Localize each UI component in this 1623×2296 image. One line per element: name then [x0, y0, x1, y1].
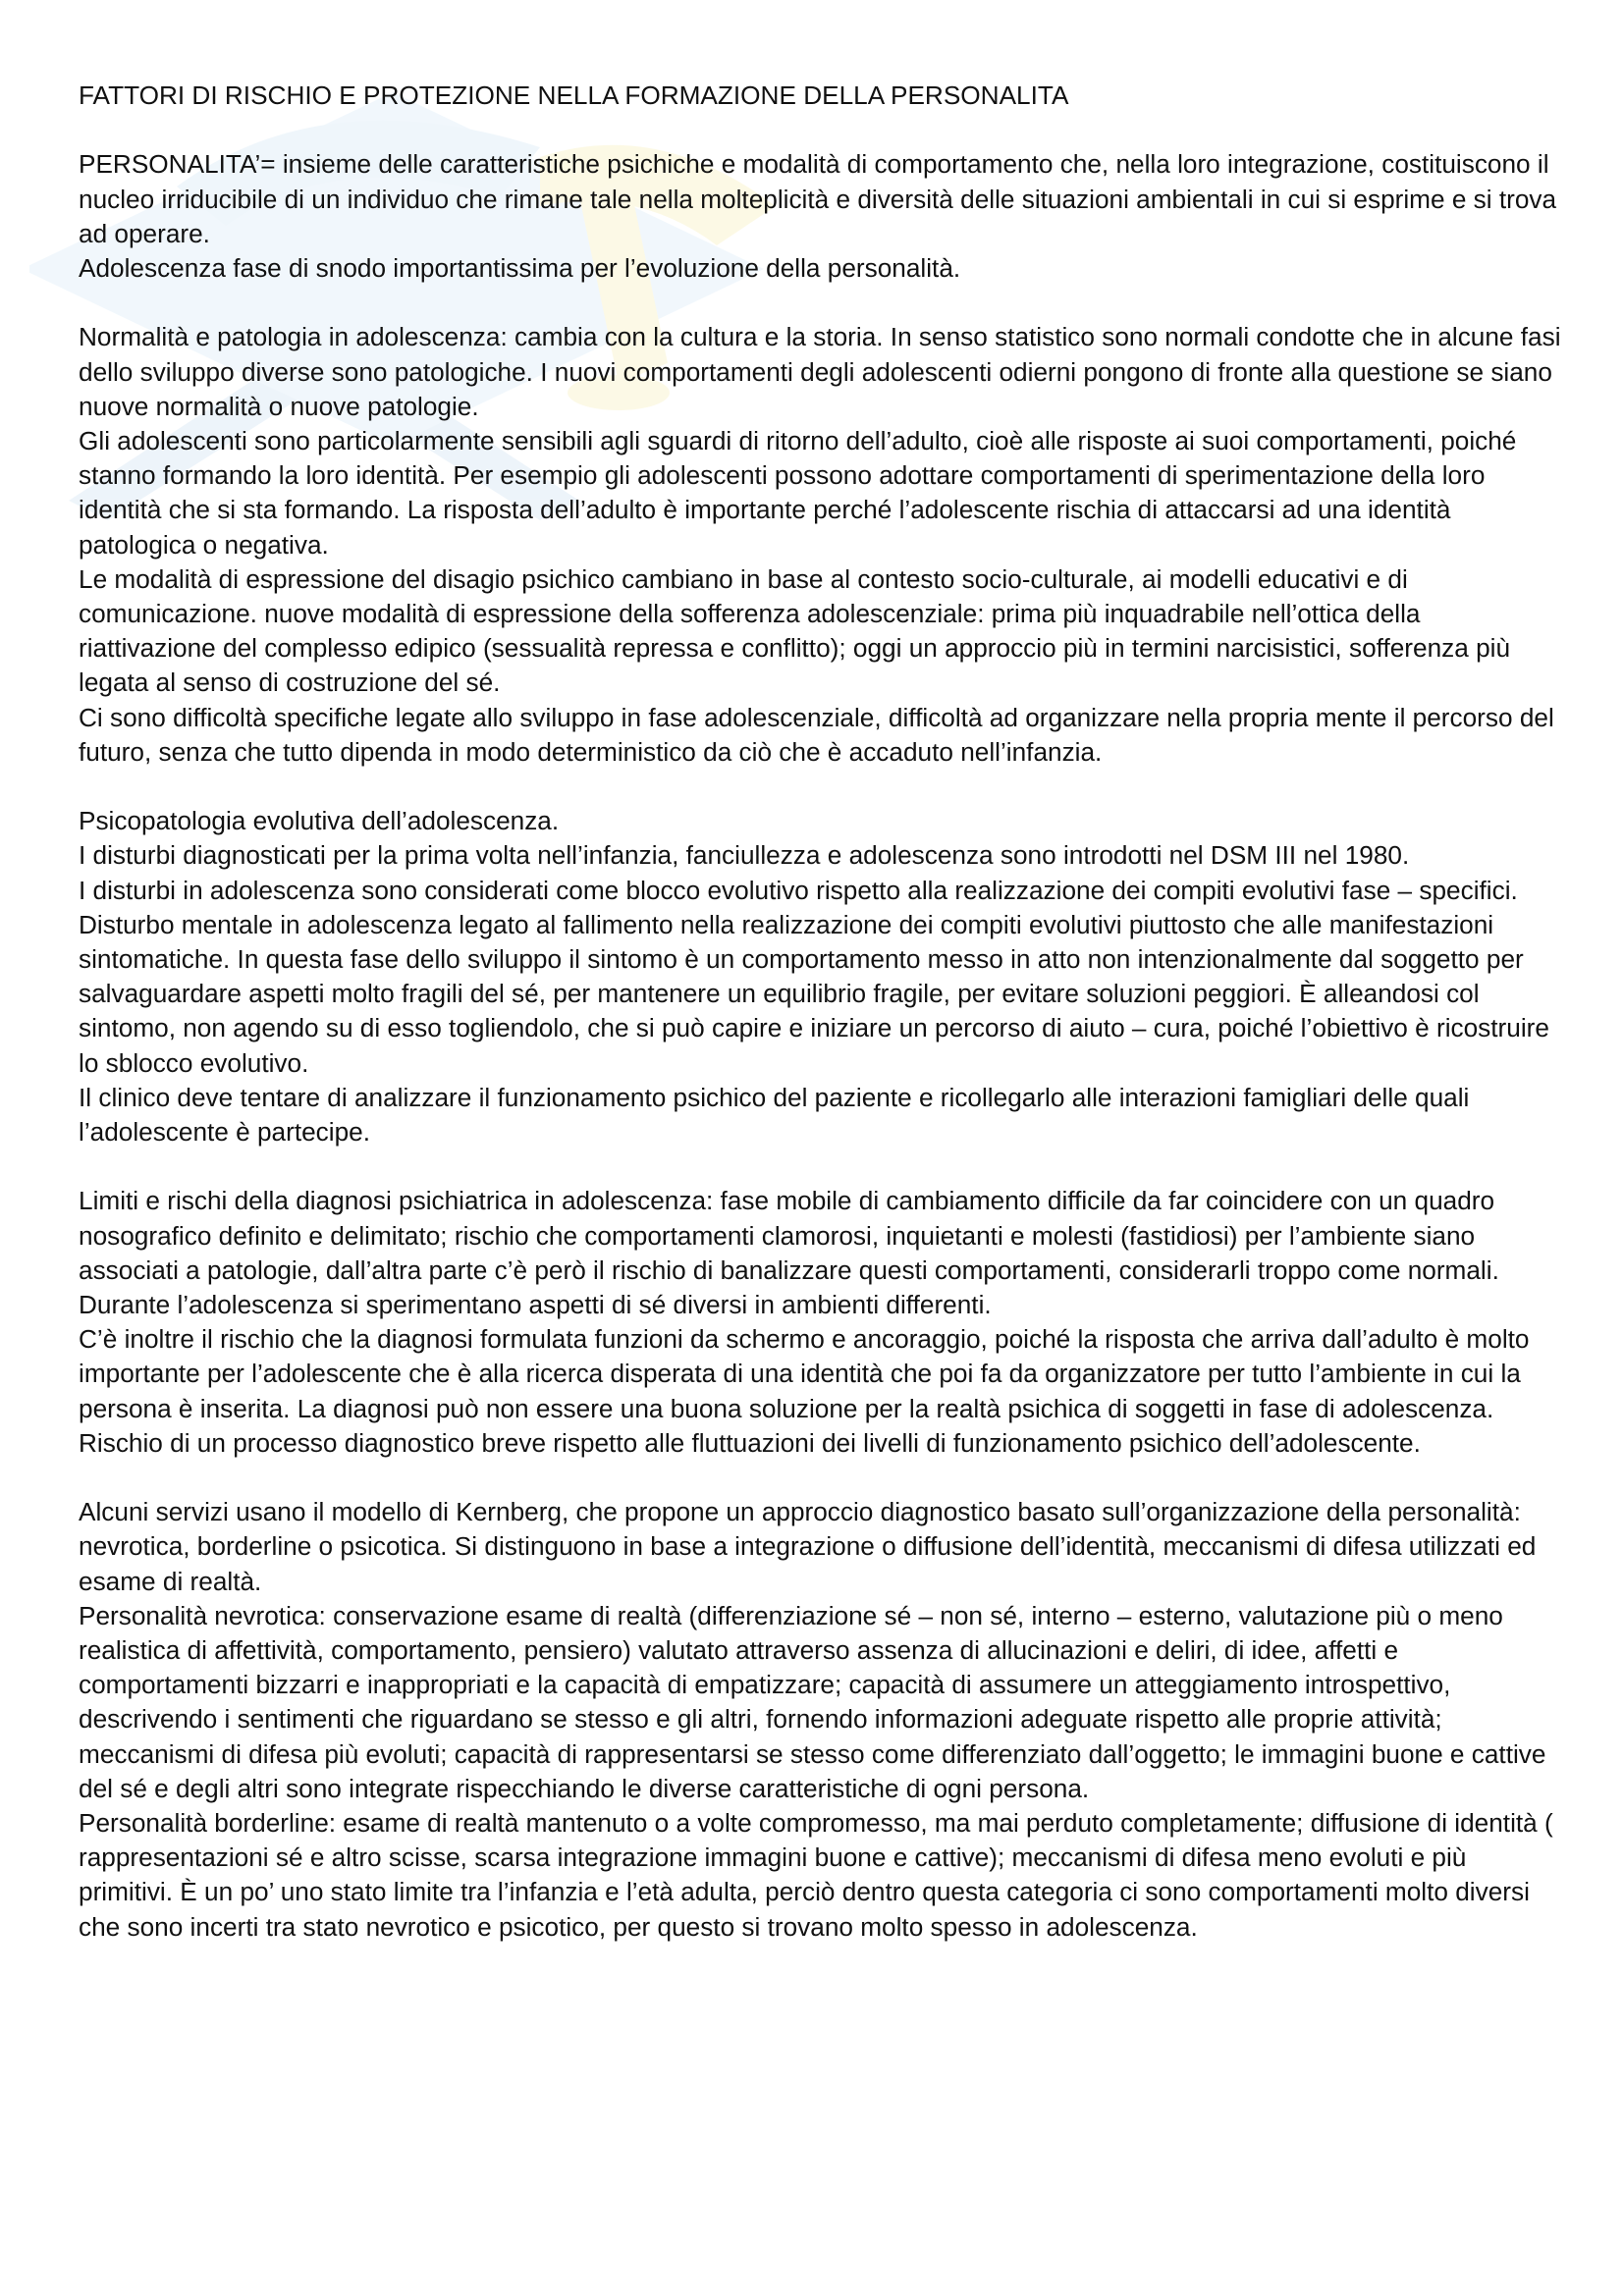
paragraph: Normalità e patologia in adolescenza: cambia con la cultura e la storia. In senso statistico sono normali condotte che in alcune fasi dello sviluppo diverse sono patologiche. I nuovi comportamenti degli adolescenti odierni pongono di fronte alla questione se siano nuove normalità o nuove patologie.	[79, 322, 1561, 421]
section-gap	[79, 1149, 1561, 1184]
section-gap	[79, 1461, 1561, 1495]
section-gap	[79, 770, 1561, 804]
paragraph: Le modalità di espressione del disagio psichico cambiano in base al contesto socio-culturale, ai modelli educativi e di comunicazione. nuove modalità di espressione della sofferenza adolescenziale: prima più inquadrabile nell’ottica della riattivazione del complesso edipico (sessualità repressa e conflitto); oggi un approccio più in termini narcisistici, sofferenza più legata al senso di costruzione del sé.	[79, 563, 1511, 698]
paragraph: Personalità nevrotica: conservazione esame di realtà (differenziazione sé – non sé, interno – esterno, valutazione più o meno realistica di affettività, comportamento, pensiero) valutato attraverso assenza di allucinazioni e deliri, di idee, affetti e comportamenti bizzarri e inappropriati e la capacità di empatizzare; capacità di assumere un atteggiamento introspettivo, descrivendo i sentimenti che riguardano se stesso e gli altri, fornendo informazioni adeguate rispetto alle proprie attività; meccanismi di difesa più evoluti; capacità di rappresentarsi se stesso come differenziato dall’oggetto; le immagini buone e cattive del sé e degli altri sono integrate rispecchiando le diverse caratteristiche di ogni persona.	[79, 1600, 1546, 1803]
paragraph: I disturbi diagnosticati per la prima volta nell’infanzia, fanciullezza e adolescenza sono introdotti nel DSM III nel 1980.	[79, 840, 1410, 871]
paragraph: Gli adolescenti sono particolarmente sensibili agli sguardi di ritorno dell’adulto, cioè alle risposte ai suoi comportamenti, poiché stanno formando la loro identità. Per esempio gli adolescenti possono adottare comportamenti di sperimentazione della loro identità che si sta formando. La risposta dell’adulto è importante perché l’adolescente rischia di attaccarsi ad una identità patologica o negativa.	[79, 426, 1517, 560]
paragraph: Personalità borderline: esame di realtà mantenuto o a volte compromesso, ma mai perduto completamente; diffusione di identità ( rappresentazioni sé e altro scisse, scarsa integrazione immagini buone e cattive); meccanismi di difesa meno evoluti e più primitivi. È un po’ uno stato limite tra l’infanzia e l’età adulta, perciò dentro questa categoria ci sono comportamenti molto diversi che sono incerti tra stato nevrotico e psicotico, per questo si trovano molto spesso in adolescenza.	[79, 1808, 1553, 1942]
document-title: FATTORI DI RISCHIO E PROTEZIONE NELLA FORMAZIONE DELLA PERSONALITA	[79, 80, 1069, 110]
document-body	[79, 79, 1561, 1945]
paragraph: Il clinico deve tentare di analizzare il funzionamento psichico del paziente e ricollegarlo alle interazioni famigliari delle quali l’adolescente è partecipe.	[79, 1082, 1470, 1148]
paragraph: Ci sono difficoltà specifiche legate allo sviluppo in fase adolescenziale, difficoltà ad organizzare nella propria mente il percorso del futuro, senza che tutto dipenda in modo deterministico da ciò che è accaduto nell’infanzia.	[79, 702, 1554, 767]
paragraph: I disturbi in adolescenza sono considerati come blocco evolutivo rispetto alla realizzazione dei compiti evolutivi fase – specifici. Disturbo mentale in adolescenza legato al fallimento nella realizzazione dei compiti evolutivi piuttosto che alle manifestazioni sintomatiche. In questa fase dello sviluppo il sintomo è un comportamento messo in atto non intenzionalmente dal soggetto per salvaguardare aspetti molto fragili del sé, per mantenere un equilibrio fragile, per evitare soluzioni peggiori. È alleandosi col sintomo, non agendo su di esso togliendolo, che si può capire e iniziare un percorso di aiuto – cura, poiché l’obiettivo è ricostruire lo sblocco evolutivo.	[79, 875, 1549, 1078]
section-gap	[79, 286, 1561, 320]
paragraph: Adolescenza fase di snodo importantissima per l’evoluzione della personalità.	[79, 253, 961, 283]
paragraph: Alcuni servizi usano il modello di Kernberg, che propone un approccio diagnostico basato sull’organizzazione della personalità: nevrotica, borderline o psicotica. Si distinguono in base a integrazione o diffusione dell’identità, meccanismi di difesa utilizzati ed esame di realtà.	[79, 1497, 1537, 1596]
section-heading: Psicopatologia evolutiva dell’adolescenza.	[79, 806, 560, 836]
paragraph: Limiti e rischi della diagnosi psichiatrica in adolescenza: fase mobile di cambiamento difficile da far coincidere con un quadro nosografico definito e delimitato; rischio che comportamenti clamorosi, inquietanti e molesti (fastidiosi) per l’ambiente siano associati a patologie, dall’altra parte c’è però il rischio di banalizzare questi comportamenti, considerarli troppo come normali. Durante l’adolescenza si sperimentano aspetti di sé diversi in ambienti differenti.	[79, 1186, 1499, 1320]
paragraph: PERSONALITA’= insieme delle caratteristiche psichiche e modalità di comportamento che, nella loro integrazione, costituiscono il nucleo irriducibile di un individuo che rimane tale nella molteplicità e diversità delle situazioni ambientali in cui si esprime e si trova ad operare.	[79, 149, 1557, 248]
paragraph: C’è inoltre il rischio che la diagnosi formulata funzioni da schermo e ancoraggio, poiché la risposta che arriva dall’adulto è molto importante per l’adolescente che è alla ricerca disperata di una identità che poi fa da organizzatore per tutto l’ambiente in cui la persona è inserita. La diagnosi può non essere una buona soluzione per la realtà psichica di soggetti in fase di adolescenza. Rischio di un processo diagnostico breve rispetto alle fluttuazioni dei livelli di funzionamento psichico dell’adolescente.	[79, 1324, 1530, 1458]
